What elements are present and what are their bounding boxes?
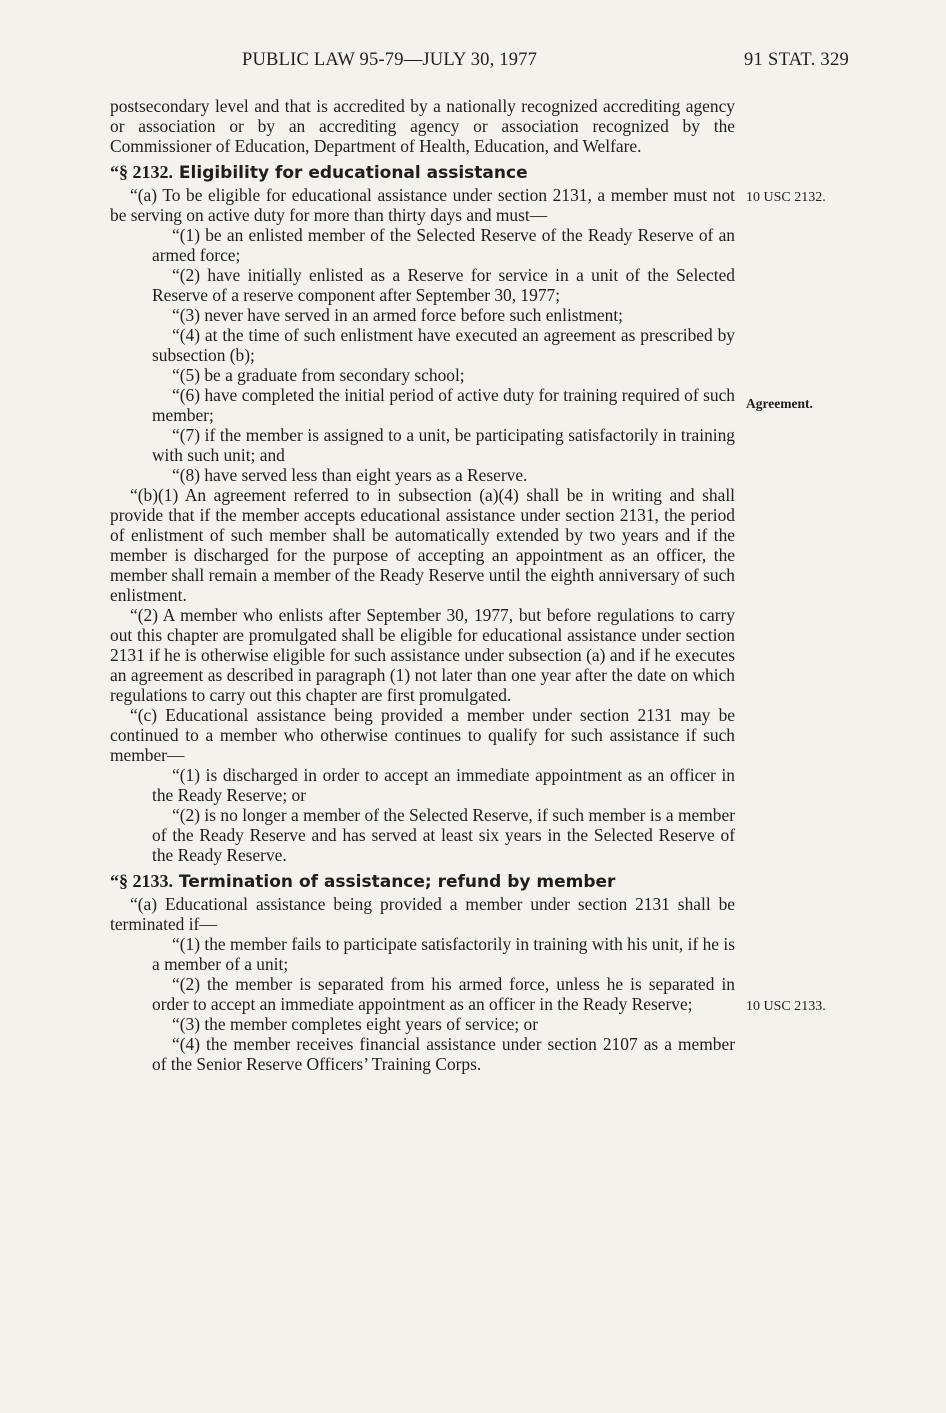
subsection-c: “(c) Educational assistance being provided a member under section 2131 may be continued to a member who otherwise continues to qualify for such assistance if such member— [110,705,735,765]
paragraph-c2: “(2) is no longer a member of the Selected Reserve, if such member is a member of the Ready Reserve and has served at least six years in the Selected Reserve of the Ready Reserve. [152,805,735,865]
paragraph-a6: “(6) have completed the initial period of active duty for training required of such member; [152,385,735,425]
section-2132-subsection-a: “(a) To be eligible for educational assistance under section 2131, a member must not be serving on active duty for more than thirty days and must— [110,185,735,225]
paragraph-a1: “(1) be an enlisted member of the Selected Reserve of the Ready Reserve of an armed force; [152,225,735,265]
section-2132-number: “§ 2132. [110,162,173,182]
subsection-b2: “(2) A member who enlists after September 30, 1977, but before regulations to carry out this chapter are promulgated shall be eligible for educational assistance under section 2131 if he is otherwise eligible for such assistance under subsection (a) and if he executes an agreement as described in paragraph (1) not later than one year after the date on which regulations to carry out this chapter are first promulgated. [110,605,735,705]
intro-paragraph: postsecondary level and that is accredited by a nationally recognized accrediting agency or association or by an accrediting agency or association recognized by the Commissioner of Education, Department of Health, Education, and Welfare. [110,96,735,156]
section-2133-subsection-a: “(a) Educational assistance being provided a member under section 2131 shall be terminated if— [110,894,735,934]
paragraph-a8: “(8) have served less than eight years as a Reserve. [172,465,528,485]
section-2133-heading [110,871,735,892]
paragraph-t3: “(3) the member completes eight years of service; or [172,1014,539,1034]
margin-note-usc-2133: 10 USC 2133. [746,999,826,1014]
paragraph-a7: “(7) if the member is assigned to a unit, be participating satisfactorily in training with such unit; and [152,425,735,465]
paragraph-a5: “(5) be a graduate from secondary school; [172,365,465,385]
subsection-b1: “(b)(1) An agreement referred to in subsection (a)(4) shall be in writing and shall provide that if the member accepts educational assistance under section 2131, the period of enlistment of such member shall be automatically extended by two years and if the member is discharged for the purpose of accepting an appointment as an officer, the member shall remain a member of the Ready Reserve until the eighth anniversary of such enlistment. [110,485,735,605]
statute-page-number: 91 STAT. 329 [744,50,850,70]
paragraph-a4: “(4) at the time of such enlistment have executed an agreement as prescribed by subsection (b); [152,325,735,365]
page-header [0,50,946,76]
document-body [110,96,735,1074]
section-2132-title: Eligibility for educational assistance [178,163,528,183]
paragraph-c1: “(1) is discharged in order to accept an immediate appointment as an officer in the Ready Reserve; or [152,765,735,805]
paragraph-t1: “(1) the member fails to participate satisfactorily in training with his unit, if he is a member of a unit; [152,934,735,974]
section-2132-heading [110,162,735,183]
law-title: PUBLIC LAW 95-79—JULY 30, 1977 [242,50,538,70]
margin-note-agreement: Agreement. [746,396,813,411]
margin-note-usc-2132: 10 USC 2132. [746,190,826,205]
paragraph-a2: “(2) have initially enlisted as a Reserve for service in a unit of the Selected Reserve of a reserve component after September 30, 1977; [152,265,735,305]
section-2133-title: Termination of assistance; refund by member [178,872,616,892]
paragraph-a3: “(3) never have served in an armed force before such enlistment; [172,305,623,325]
section-2133-number: “§ 2133. [110,871,173,891]
paragraph-t2: “(2) the member is separated from his armed force, unless he is separated in order to accept an immediate appointment as an officer in the Ready Reserve; [152,974,735,1014]
paragraph-t4: “(4) the member receives financial assistance under section 2107 as a member of the Senior Reserve Officers’ Training Corps. [152,1034,735,1074]
